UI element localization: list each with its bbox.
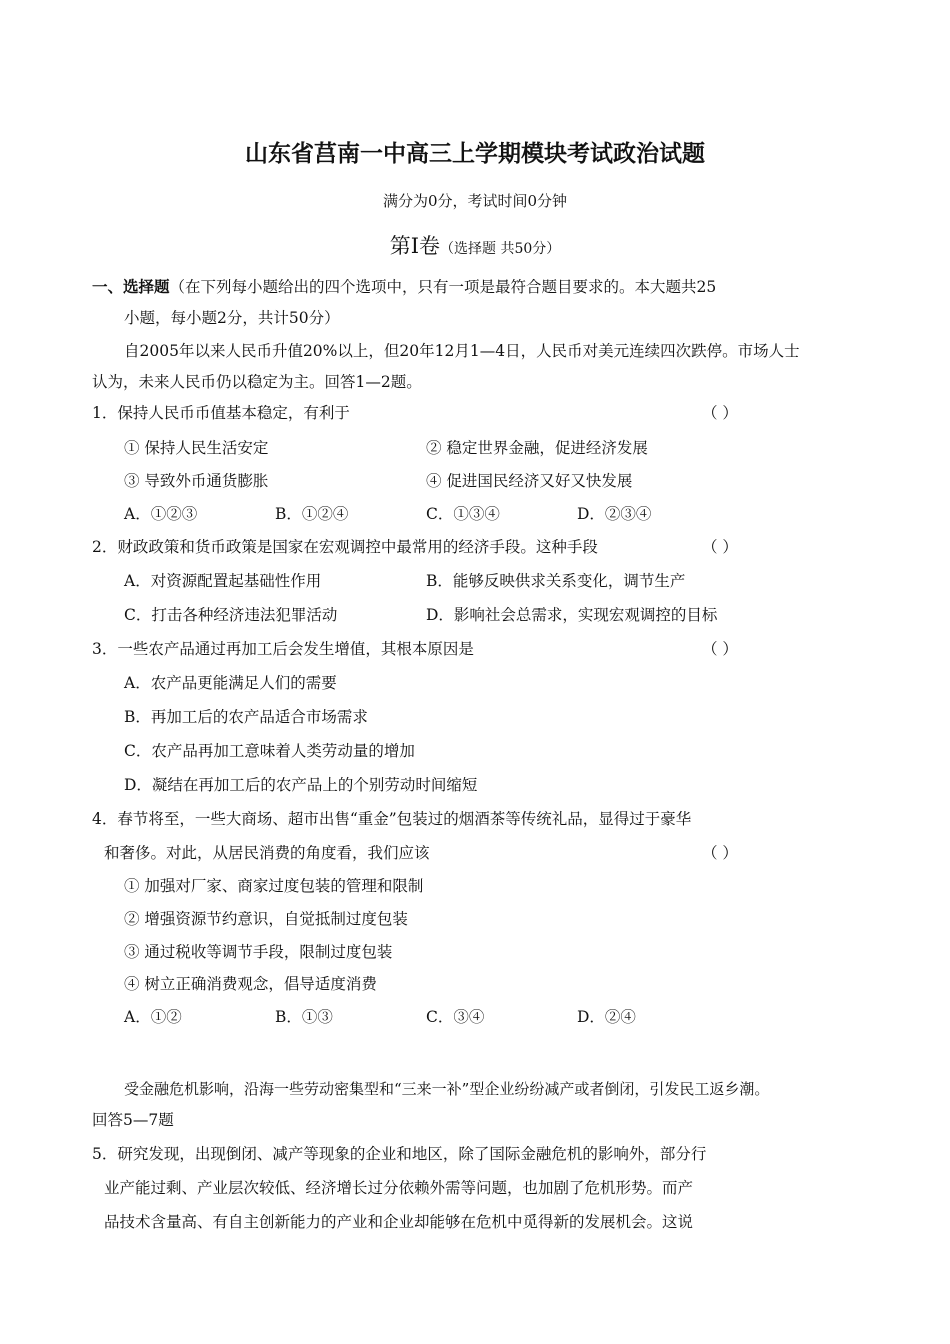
part1-instructions-line1: （在下列每小题给出的四个选项中，只有一项是最符合题目要求的。本大题共25 [169, 278, 717, 296]
q1-option-d: D．②③④ [577, 505, 652, 523]
q5-stem-line3: 品技术含量高、有自主创新能力的产业和企业却能够在危机中觅得新的发展机会。这说 [104, 1213, 694, 1231]
q1-answer-blank: （ ） [702, 404, 738, 422]
q1-item-1: ① 保持人民生活安定 [124, 439, 269, 457]
q4-item-2: ② 增强资源节约意识，自觉抵制过度包装 [124, 910, 408, 928]
q5-stem-line1: 5．研究发现，出现倒闭、减产等现象的企业和地区，除了国际金融危机的影响外，部分行 [92, 1145, 707, 1163]
section-main: 第Ⅰ卷 [389, 234, 441, 258]
q4-option-d: D．②④ [577, 1008, 636, 1026]
q5-stem-line2: 业产能过剩、产业层次较低、经济增长过分依赖外需等问题，也加剧了危机形势。而产 [104, 1179, 694, 1197]
q1-option-b: B．①②④ [275, 505, 349, 523]
q3-option-d: D．凝结在再加工后的农产品上的个别劳动时间缩短 [124, 776, 478, 794]
q2-option-c: C．打击各种经济违法犯罪活动 [124, 606, 338, 624]
q4-option-a: A．①② [124, 1008, 182, 1026]
q4-option-b: B．①③ [275, 1008, 333, 1026]
q2-option-a: A．对资源配置起基础性作用 [124, 572, 322, 590]
q1-stem: 1．保持人民币币值基本稳定，有利于 [92, 404, 350, 422]
q1-item-3: ③ 导致外币通货膨胀 [124, 472, 269, 490]
section-heading [0, 233, 950, 262]
q3-option-b: B．再加工后的农产品适合市场需求 [124, 708, 368, 726]
q3-option-c: C．农产品再加工意味着人类劳动量的增加 [124, 742, 415, 760]
q1-item-4: ④ 促进国民经济又好又快发展 [426, 472, 633, 490]
section-note: （选择题 共50分） [440, 241, 561, 257]
passage1-line1: 自2005年以来人民币升值20%以上，但20年12月1—4日，人民币对美元连续四次跌停。市场人士 [124, 342, 800, 360]
part1-label: 一、选择题 [92, 277, 170, 296]
q1-option-c: C．①③④ [426, 505, 500, 523]
q1-option-a: A．①②③ [124, 505, 198, 523]
q2-answer-blank: （ ） [702, 538, 738, 556]
q4-stem-line1: 4．春节将至，一些大商场、超市出售“重金”包装过的烟酒茶等传统礼品，显得过于豪华 [92, 810, 692, 828]
q4-answer-blank: （ ） [702, 844, 738, 862]
passage2-line1: 受金融危机影响，沿海一些劳动密集型和“三来一补”型企业纷纷减产或者倒闭，引发民工返乡潮。 [124, 1080, 770, 1098]
q1-item-2: ② 稳定世界金融，促进经济发展 [426, 439, 648, 457]
passage2-line2: 回答5—7题 [92, 1111, 174, 1129]
passage1-line2: 认为，未来人民币仍以稳定为主。回答1—2题。 [92, 373, 422, 391]
q4-item-1: ① 加强对厂家、商家过度包装的管理和限制 [124, 877, 424, 895]
page-title: 山东省莒南一中高三上学期模块考试政治试题 [245, 141, 705, 167]
q2-stem: 2．财政政策和货币政策是国家在宏观调控中最常用的经济手段。这种手段 [92, 538, 598, 556]
q2-option-d: D．影响社会总需求，实现宏观调控的目标 [426, 606, 718, 624]
part1-instructions [92, 276, 716, 298]
page-subtitle: 满分为0分，考试时间0分钟 [382, 192, 568, 210]
q2-option-b: B．能够反映供求关系变化，调节生产 [426, 572, 686, 590]
q3-answer-blank: （ ） [702, 640, 738, 658]
part1-instructions-line2: 小题，每小题2分，共计50分） [124, 309, 340, 327]
q4-stem-line2: 和奢侈。对此，从居民消费的角度看，我们应该 [104, 844, 430, 862]
q3-option-a: A．农产品更能满足人们的需要 [124, 674, 337, 692]
q4-item-4: ④ 树立正确消费观念，倡导适度消费 [124, 975, 377, 993]
q4-item-3: ③ 通过税收等调节手段，限制过度包装 [124, 943, 393, 961]
q3-stem: 3．一些农产品通过再加工后会发生增值，其根本原因是 [92, 640, 474, 658]
q4-option-c: C．③④ [426, 1008, 485, 1026]
